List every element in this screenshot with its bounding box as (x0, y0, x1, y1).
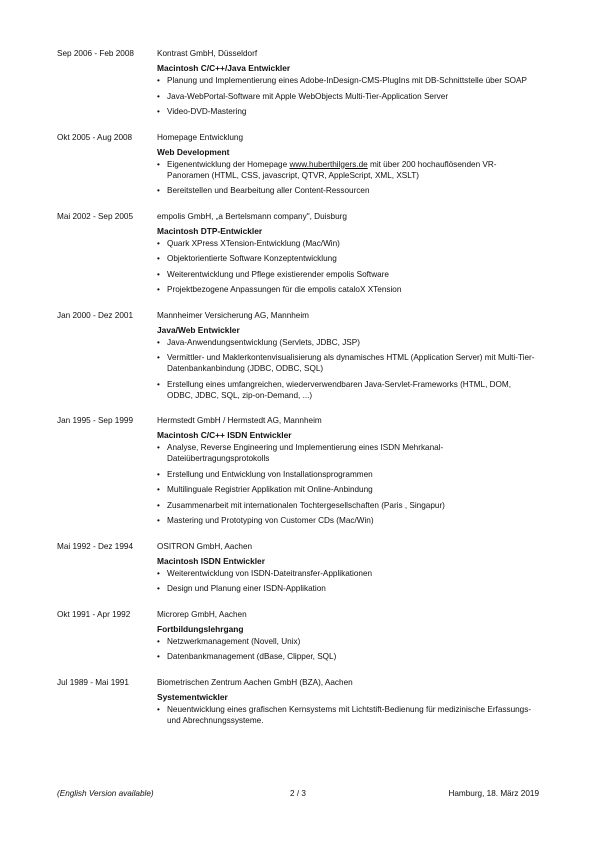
entry-role: Macintosh DTP-Entwickler (157, 225, 263, 236)
entry-date: Sep 2006 - Feb 2008 (57, 49, 134, 58)
entry-company: Biometrischen Zentrum Aachen GmbH (BZA), Aachen (157, 677, 353, 687)
entry-role: Macintosh C/C++ ISDN Entwickler (157, 430, 292, 440)
entry-bullet-list (157, 159, 537, 197)
entry-date: Okt 1991 - Apr 1992 (57, 609, 131, 619)
entry-bullet: • Video-DVD-Mastering (157, 106, 537, 117)
entry-content (157, 310, 537, 406)
cv-entry (0, 677, 595, 731)
page-footer (57, 788, 539, 799)
entry-bullet: • Multilinguale Registrier Applikation mit Online-Anbindung (157, 484, 537, 495)
entry-bullet-list (157, 568, 537, 595)
entry-bullet: • Netzwerkmanagement (Novell, Unix) (157, 636, 537, 647)
entry-date: Jul 1989 - Mai 1991 (57, 677, 129, 687)
cv-entry (0, 415, 595, 531)
entry-company: Hermstedt GmbH / Hermstedt AG, Mannheim (157, 416, 322, 425)
cv-entry (0, 48, 595, 122)
entry-company: Microrep GmbH, Aachen (157, 609, 247, 619)
entry-bullet-list (157, 238, 537, 296)
footer-english-version-note: (English Version available) (57, 789, 154, 798)
entry-bullet: • Bereitstellen und Bearbeitung aller Content-Ressourcen (157, 185, 537, 196)
entry-content (157, 415, 537, 531)
entry-bullet: • Erstellung und Entwicklung von Installationsprogrammen (157, 469, 537, 480)
entry-bullet: • Weiterentwicklung und Pflege existierender empolis Software (157, 269, 537, 280)
bullet-text-before: Eigenentwicklung der Homepage (167, 159, 290, 169)
entry-bullet: • Erstellung eines umfangreichen, wiederverwendbaren Java-Servlet-Frameworks (HTML, DOM, ODBC, JDBC, SQL, zip-on-Demand, ...) (157, 379, 537, 401)
entry-bullet: • Neuentwicklung eines grafischen Kernsystems mit Lichtstift-Bedienung für medizinische Erfassungs- und Abrechnungssysteme. (157, 704, 537, 726)
entry-bullet: • Quark XPress XTension-Entwicklung (Mac/Win) (157, 238, 537, 249)
entry-company: Homepage Entwicklung (157, 132, 244, 142)
entry-bullet-list (157, 337, 537, 401)
entry-role: Fortbildungslehrgang (157, 623, 244, 634)
entry-content (157, 677, 537, 731)
cv-entry (0, 211, 595, 300)
entry-bullet: • Weiterentwicklung von ISDN-Dateitransfer-Applikationen (157, 568, 537, 579)
entry-bullet: • Java-Anwendungsentwicklung (Servlets, JDBC, JSP) (157, 337, 537, 348)
entry-content (157, 211, 537, 300)
entry-role: Macintosh ISDN Entwickler (157, 555, 265, 566)
cv-entry (0, 541, 595, 599)
entry-company: OSITRON GmbH, Aachen (157, 541, 253, 551)
entry-content (157, 132, 537, 201)
entry-bullet-with-link (157, 159, 537, 181)
entry-bullet-list (157, 75, 537, 117)
entry-bullet: • Vermittler- und Maklerkontenvisualisierung als dynamisches HTML (Application Server) mit Multi-Tier-Datenbankanbindung (JDBC, ODBC, SQL) (157, 352, 537, 374)
entry-bullet: • Datenbankmanagement (dBase, Clipper, SQL) (157, 651, 537, 662)
entry-bullet: • Zusammenarbeit mit internationalen Tochtergesellschaften (Paris , Singapur) (157, 500, 537, 511)
entry-bullet: • Analyse, Reverse Engineering und Implementierung eines ISDN Mehrkanal-Dateiübertragungsprotokolls (157, 442, 537, 464)
entry-content (157, 48, 537, 122)
entry-role: Macintosh C/C++/Java Entwickler (157, 63, 291, 73)
entry-date: Mai 1992 - Dez 1994 (57, 541, 134, 551)
entry-bullet: • Projektbezogene Anpassungen für die empolis cataloX XTension (157, 284, 537, 295)
entry-role: Web Development (157, 146, 230, 157)
cv-entry (0, 310, 595, 406)
entry-role: Systementwickler (157, 691, 228, 702)
homepage-link[interactable]: www.huberthilgers.de (289, 159, 368, 169)
entry-bullet-list (157, 636, 537, 663)
entry-content (157, 609, 537, 667)
entry-date: Jan 1995 - Sep 1999 (57, 416, 134, 425)
cv-entry (0, 132, 595, 201)
entry-company: Kontrast GmbH, Düsseldorf (157, 49, 258, 58)
entry-bullet: • Mastering und Prototyping von Customer CDs (Mac/Win) (157, 515, 537, 526)
footer-page-number: 2 / 3 (290, 789, 306, 798)
entry-company: Mannheimer Versicherung AG, Mannheim (157, 310, 309, 320)
cv-experience-section (0, 48, 595, 740)
bullet-text-after: mit über 200 hochauflösenden VR-Panoramen (HTML, CSS, javascript, QTVR, AppleScript, XML, XSLT) (167, 159, 497, 180)
entry-company: empolis GmbH, „a Bertelsmann company", Duisburg (157, 211, 347, 221)
entry-bullet-list (157, 442, 537, 526)
entry-date: Jan 2000 - Dez 2001 (57, 310, 134, 320)
entry-bullet: • Objektorientierte Software Konzeptentwicklung (157, 253, 537, 264)
cv-entry (0, 609, 595, 667)
entry-bullet: • Java-WebPortal-Software mit Apple WebObjects Multi-Tier-Application Server (157, 91, 537, 102)
entry-date: Okt 2005 - Aug 2008 (57, 132, 133, 142)
entry-role: Java/Web Entwickler (157, 324, 240, 335)
footer-place-date: Hamburg, 18. März 2019 (448, 789, 539, 798)
entry-bullet: • Design und Planung einer ISDN-Applikation (157, 583, 537, 594)
entry-bullet: • Planung und Implementierung eines Adobe-InDesign-CMS-PlugIns mit DB-Schnittstelle über SOAP (157, 75, 537, 86)
entry-content (157, 541, 537, 599)
entry-bullet-list (157, 704, 537, 726)
entry-date: Mai 2002 - Sep 2005 (57, 211, 134, 221)
